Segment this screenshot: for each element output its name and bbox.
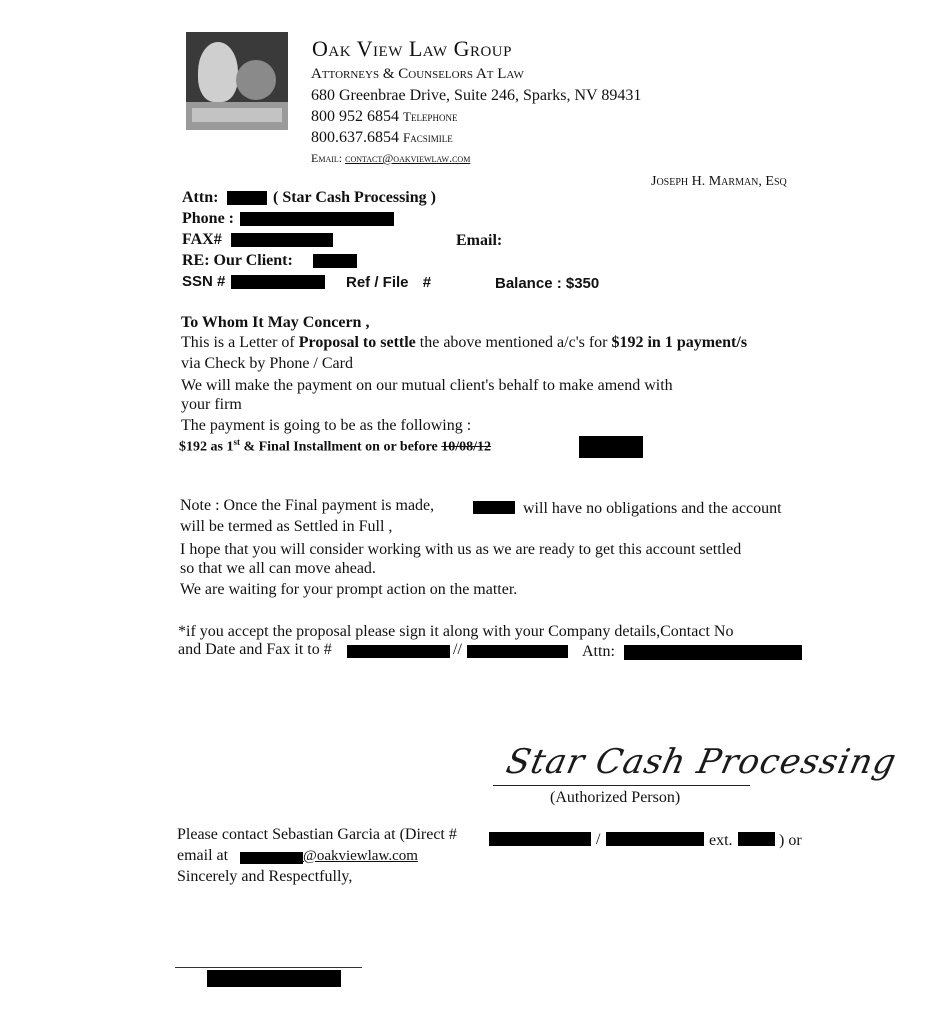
firm-name: Oak View Law Group xyxy=(312,36,512,61)
redaction-bar xyxy=(227,191,267,205)
accept-line-2b: // xyxy=(453,641,462,658)
payment-line-1: We will make the payment on our mutual client's behalf to make amend with xyxy=(181,377,673,394)
contact-line-c: ext. xyxy=(709,832,733,849)
attn-value: ( Star Cash Processing ) xyxy=(273,189,436,206)
bottom-signature-line xyxy=(175,967,362,968)
hope-line-1: I hope that you will consider working with us as we are ready to get this account settled xyxy=(180,541,742,558)
telephone-number: 800 952 6854 xyxy=(311,108,399,125)
note-line-2: will be termed as Settled in Full , xyxy=(180,518,393,535)
salutation: To Whom It May Concern , xyxy=(181,314,370,331)
handwritten-signature: Star Cash Processing xyxy=(502,742,901,782)
proposal-line-2: via Check by Phone / Card xyxy=(181,355,353,372)
p1-amount: $192 in 1 payment/s xyxy=(611,334,748,351)
p1-text-bold: Proposal to settle xyxy=(298,334,416,351)
facsimile-label: Facsimile xyxy=(403,130,453,145)
firm-telephone xyxy=(311,108,457,126)
installment-sup: st xyxy=(233,437,240,447)
telephone-label: Telephone xyxy=(403,109,458,124)
signature-caption: (Authorized Person) xyxy=(550,789,681,806)
accept-line-2a: and Date and Fax it to # xyxy=(178,641,332,658)
installment-date: 10/08/12 xyxy=(441,439,492,455)
note-a: Note : Once the Final payment is made, xyxy=(180,497,435,514)
facsimile-number: 800.637.6854 xyxy=(311,129,399,146)
redaction-bar xyxy=(207,970,341,987)
waiting-line: We are waiting for your prompt action on the matter. xyxy=(180,581,518,598)
closing: Sincerely and Respectfully, xyxy=(177,868,353,885)
redaction-bar xyxy=(231,233,333,247)
installment-text: & Final Installment on or before xyxy=(239,439,438,455)
client-label: RE: Our Client: xyxy=(182,252,293,269)
firm-tagline: Attorneys & Counselors At Law xyxy=(311,66,524,82)
redaction-bar xyxy=(579,436,643,458)
ssn-label: SSN # xyxy=(182,273,226,290)
firm-address: 680 Greenbrae Drive, Suite 246, Sparks, NV 89431 xyxy=(311,87,642,104)
redaction-bar xyxy=(231,275,325,289)
payment-line-2: your firm xyxy=(181,396,242,413)
redaction-bar xyxy=(313,254,357,268)
ref-label: Ref / File xyxy=(346,274,409,291)
phone-label: Phone : xyxy=(182,210,234,227)
payment-following: The payment is going to be as the following : xyxy=(181,417,472,434)
accept-line-2c: Attn: xyxy=(582,643,615,660)
balance: Balance : $350 xyxy=(495,275,600,292)
redaction-bar xyxy=(624,645,802,660)
ref-hash: # xyxy=(422,274,432,291)
contact-line-a: Please contact Sebastian Garcia at (Direct # xyxy=(177,826,457,843)
contact-line-d: ) or xyxy=(779,832,802,849)
p1-text-c: the above mentioned a/c's for xyxy=(419,334,608,351)
note-b: will have no obligations and the account xyxy=(523,500,782,517)
firm-email-link[interactable]: contact@oakviewlaw.com xyxy=(345,151,471,165)
redaction-bar xyxy=(467,645,568,658)
installment-amount: $192 as 1 xyxy=(179,439,234,455)
installment-line xyxy=(179,437,491,456)
redaction-bar xyxy=(240,852,303,864)
fax-label: FAX# xyxy=(182,231,222,248)
redaction-bar xyxy=(738,832,775,846)
attn-label: Attn: xyxy=(182,189,219,206)
p1-text-a: This is a Letter of xyxy=(181,334,295,351)
redaction-bar xyxy=(473,501,515,514)
email-label: Email: xyxy=(311,151,343,165)
hope-line-2: so that we all can move ahead. xyxy=(180,560,376,577)
attn-line xyxy=(182,189,218,207)
contact-email-link[interactable]: @oakviewlaw.com xyxy=(303,848,418,864)
email-field-label: Email: xyxy=(456,232,503,249)
proposal-line-1 xyxy=(181,334,747,352)
firm-email-line xyxy=(311,151,470,166)
signature-line xyxy=(493,785,750,786)
email-line-label: email at xyxy=(177,847,229,864)
attorney-name: Joseph H. Marman, Esq xyxy=(651,174,787,189)
accept-line-1: *if you accept the proposal please sign it along with your Company details,Contact No xyxy=(178,623,734,640)
redaction-bar xyxy=(347,645,450,658)
redaction-bar xyxy=(606,832,704,846)
contact-line-b: / xyxy=(596,831,601,848)
redaction-bar xyxy=(240,212,394,226)
firm-facsimile xyxy=(311,129,453,147)
firm-logo-photo xyxy=(186,32,288,130)
ref-file-label xyxy=(346,274,431,291)
redaction-bar xyxy=(489,832,591,846)
